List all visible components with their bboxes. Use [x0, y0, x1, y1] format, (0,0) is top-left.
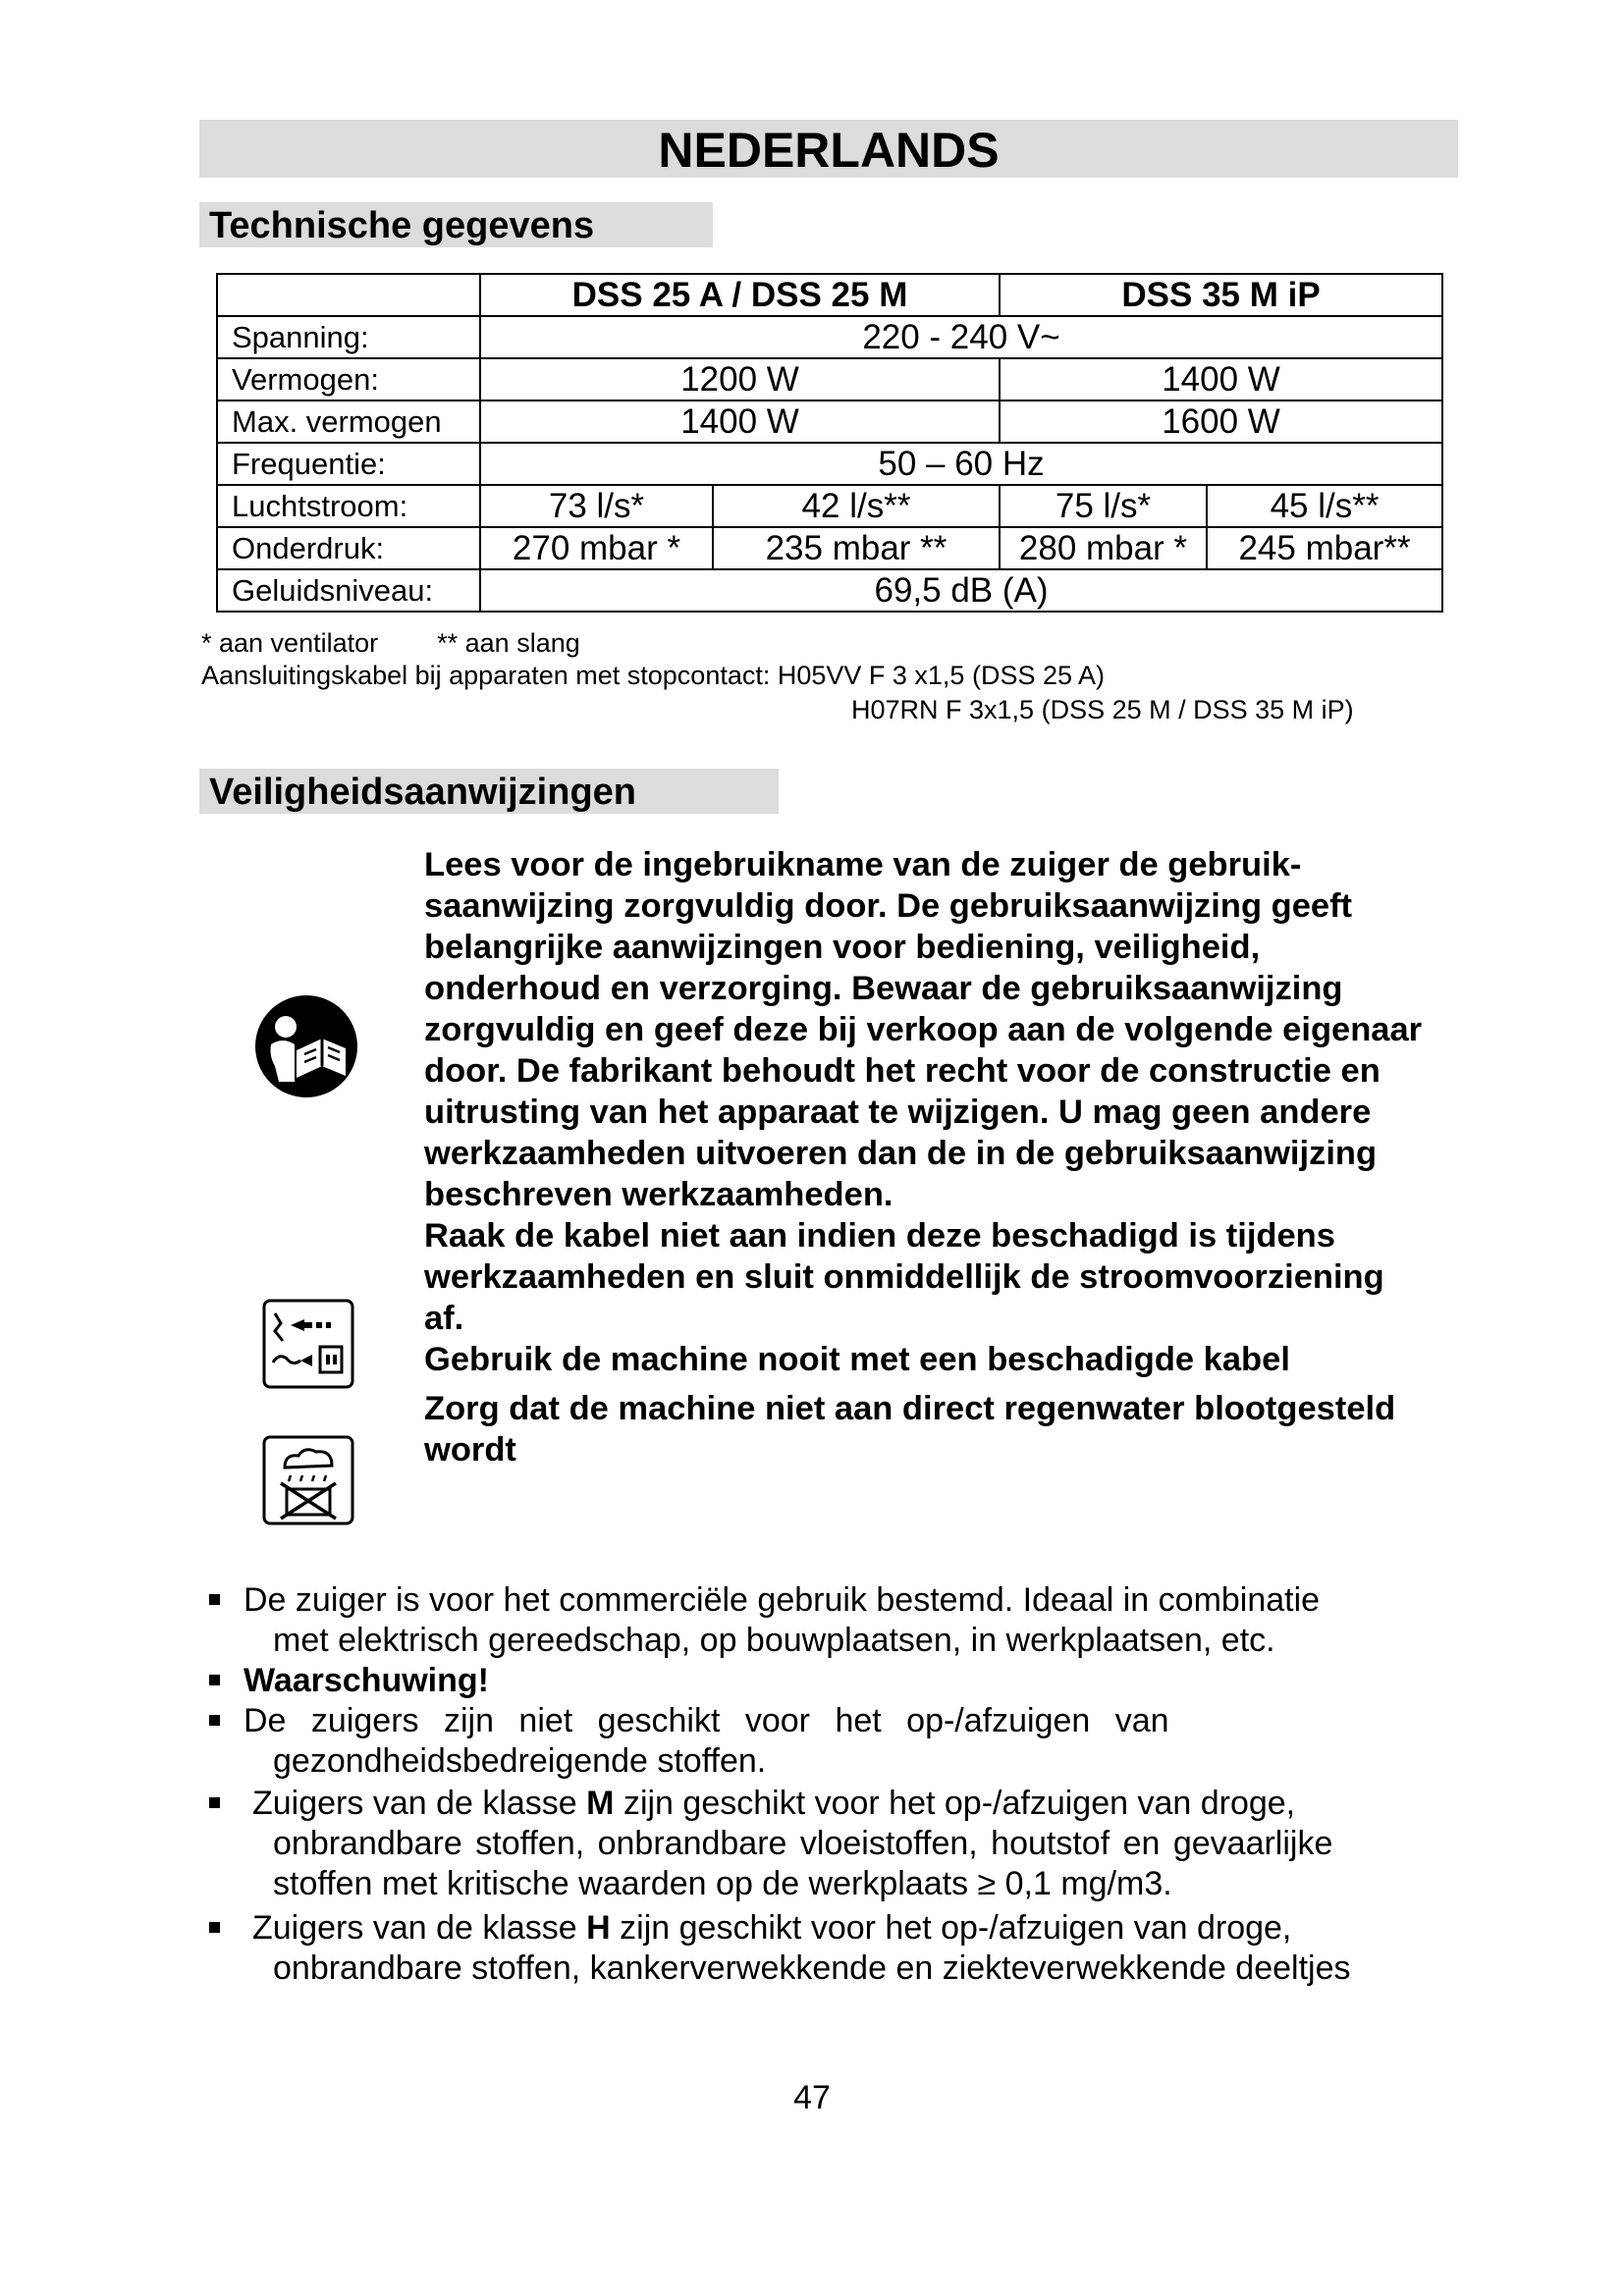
- warning-text: Waarschuwing!: [244, 1662, 489, 1699]
- bullet-text: onbrandbare stoffen, onbrandbare vloeistoffen, houtstof en gevaarlijke: [273, 1825, 1333, 1862]
- cell-value: 75 l/s*: [1000, 485, 1207, 527]
- spec-table: [216, 273, 1443, 613]
- safety-heading: Veiligheidsaanwijzingen: [199, 769, 779, 814]
- bullet-text-part: Zuigers van de klasse: [252, 1785, 587, 1822]
- language-title: NEDERLANDS: [199, 120, 1458, 178]
- bullet-text: stoffen met kritische waarden op de werkplaats ≥ 0,1 mg/m3.: [273, 1865, 1172, 1902]
- bullet-text: [244, 1784, 1478, 1824]
- row-label: Max. vermogen: [217, 400, 480, 443]
- tech-heading: Technische gegevens: [199, 202, 713, 247]
- list-item: [201, 1661, 1478, 1701]
- table-row: [217, 316, 1442, 358]
- cable-line-1: Aansluitingskabel bij apparaten met stopcontact: H05VV F 3 x1,5 (DSS 25 A): [201, 661, 1106, 690]
- page-number: 47: [793, 2079, 831, 2116]
- read-manual-icon: [253, 993, 359, 1099]
- footnotes: [201, 627, 1478, 660]
- class-h-label: H: [586, 1909, 611, 1947]
- table-row: [217, 400, 1442, 443]
- bullet-text-part: Zuigers van de klasse: [252, 1909, 587, 1947]
- row-label: Geluidsniveau:: [217, 569, 480, 612]
- cell-value: 50 – 60 Hz: [480, 443, 1442, 485]
- cell-value: 69,5 dB (A): [480, 569, 1442, 612]
- table-row: [217, 569, 1442, 612]
- cell-value: 1400 W: [1000, 358, 1442, 400]
- table-row: [217, 443, 1442, 485]
- list-item: [201, 1784, 1478, 1904]
- safety-paragraph-manual: Lees voor de ingebruikname van de zuiger de gebruiksaanwijzing zorgvuldig door. De gebruiksaanwijzing geeft belangrijke aanwijzingen voor bediening, veiligheid, onderhoud en verzorging. Bewaar de gebruiksaanwijzing zorgvuldig en geef deze bij verkoop aan de volgende eigenaar door. De fabrikant behoudt het recht voor de constructie en uitrusting van het apparaat te wijzigen. U mag geen andere werkzaamheden uitvoeren dan de in de gebruiksaanwijzing beschreven werkzaamheden.: [424, 846, 1423, 1213]
- bullet-text: onbrandbare stoffen, kankerverwekkende en ziekteverwekkende deeltjes: [273, 1949, 1351, 1987]
- cell-value: 1200 W: [480, 358, 1000, 400]
- list-item: [201, 1908, 1478, 1989]
- cell-value: 45 l/s**: [1207, 485, 1442, 527]
- unplug-cable-icon: [261, 1298, 355, 1390]
- row-label: Onderdruk:: [217, 527, 480, 569]
- cell-value: 1600 W: [1000, 400, 1442, 443]
- row-label: Vermogen:: [217, 358, 480, 400]
- safety-paragraph-damaged-cable: Gebruik de machine nooit met een beschadigde kabel: [424, 1341, 1290, 1378]
- safety-text: [424, 844, 1426, 1470]
- cell-value: 42 l/s**: [713, 485, 1000, 527]
- bullet-text-part: zijn geschikt voor het op-/afzuigen van droge,: [614, 1785, 1296, 1822]
- cell-value: 270 mbar *: [480, 527, 713, 569]
- bullet-text: met elektrisch gereedschap, op bouwplaatsen, in werkplaatsen, etc.: [273, 1622, 1275, 1659]
- cell-value: 245 mbar**: [1207, 527, 1442, 569]
- col-header-dss35: DSS 35 M iP: [1000, 274, 1442, 316]
- bullet-text: [244, 1908, 1478, 1949]
- bullet-text-part: zijn geschikt voor het op-/afzuigen van droge,: [610, 1909, 1292, 1947]
- cell-value: 1400 W: [480, 400, 1000, 443]
- cell-value: 280 mbar *: [1000, 527, 1207, 569]
- list-item: [201, 1701, 1478, 1782]
- table-row: [217, 358, 1442, 400]
- table-row: [217, 485, 1442, 527]
- bullet-text: De zuigers zijn niet geschikt voor het op-/afzuigen van: [244, 1702, 1169, 1739]
- col-header-dss25: DSS 25 A / DSS 25 M: [480, 274, 1000, 316]
- table-row: [217, 274, 1442, 316]
- class-m-label: M: [586, 1785, 615, 1822]
- bullet-text: De zuiger is voor het commerciële gebruik bestemd. Ideaal in combinatie: [244, 1581, 1321, 1619]
- table-row: [217, 527, 1442, 569]
- row-label: Frequentie:: [217, 443, 480, 485]
- footnote-fan: * aan ventilator: [201, 628, 379, 658]
- cell-value: 73 l/s*: [480, 485, 713, 527]
- footnote-hose: ** aan slang: [437, 628, 580, 658]
- bullet-text: gezondheidsbedreigende stoffen.: [273, 1742, 767, 1780]
- cable-line-2: H07RN F 3x1,5 (DSS 25 M / DSS 35 M iP): [851, 695, 1354, 724]
- cell-value: 235 mbar **: [713, 527, 1000, 569]
- list-item: [201, 1580, 1478, 1661]
- usage-bullets: [201, 1580, 1478, 1989]
- safety-paragraph-rain: Zorg dat de machine niet aan direct regenwater blootgesteld wordt: [424, 1390, 1396, 1468]
- no-rain-icon: [261, 1434, 355, 1526]
- row-label: Spanning:: [217, 316, 480, 358]
- empty-cell: [217, 274, 480, 316]
- cell-value: 220 - 240 V~: [480, 316, 1442, 358]
- safety-paragraph-cable: Raak de kabel niet aan indien deze beschadigd is tijdens werkzaamheden en sluit onmiddellijk de stroomvoorziening af.: [424, 1217, 1384, 1337]
- row-label: Luchtstroom:: [217, 485, 480, 527]
